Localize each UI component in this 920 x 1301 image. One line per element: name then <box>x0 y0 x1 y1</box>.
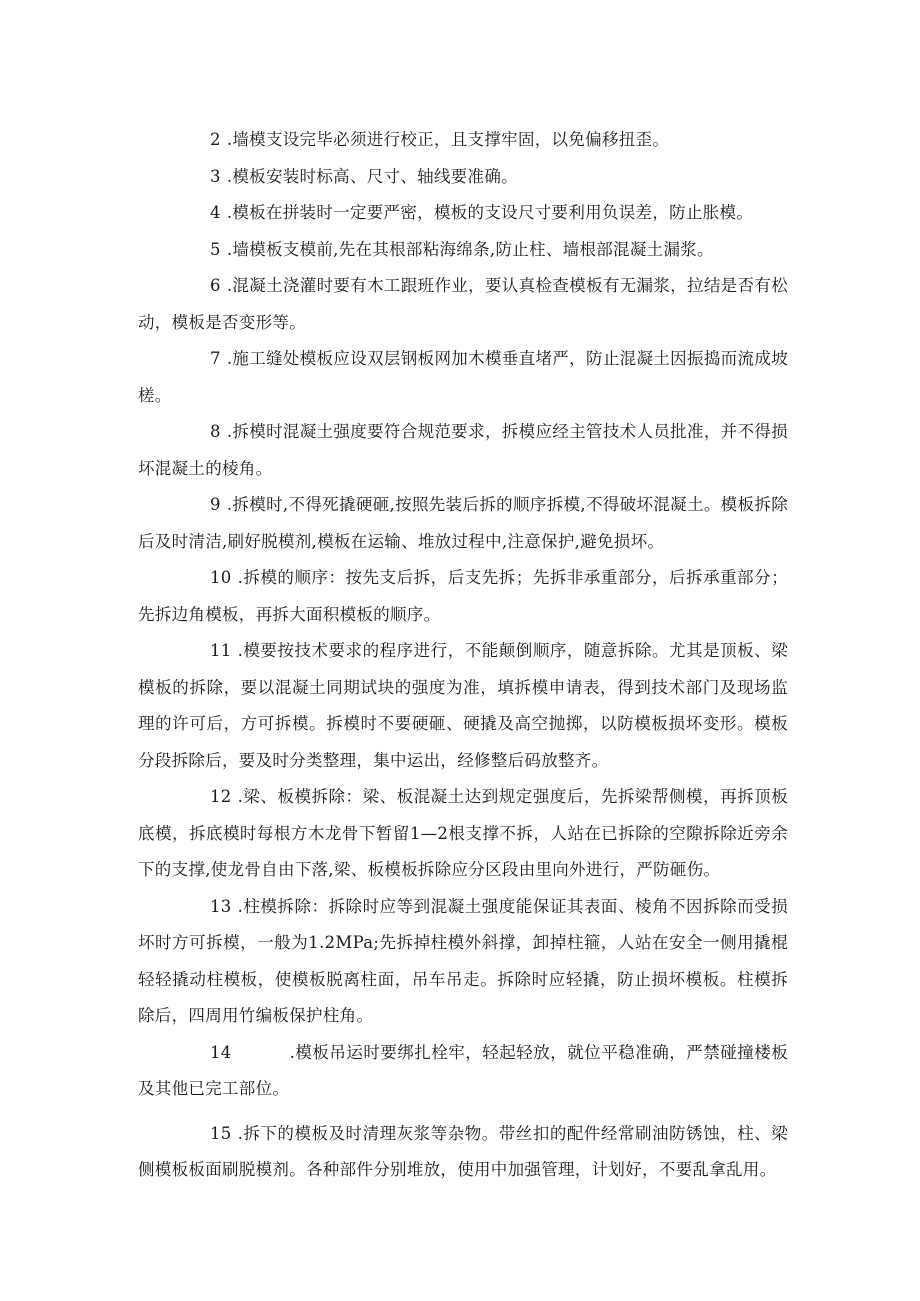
item-number: 5 <box>210 239 221 259</box>
item-number: 3 <box>210 166 221 186</box>
item-number: 4 <box>210 203 221 222</box>
item-text: .墙模支设完毕必须进行校正，且支撑牢固，以免偏移扭歪。 <box>226 130 670 149</box>
item-text: .拆下的模板及时清理灰浆等杂物。带丝扣的配件经常刷油防锈蚀，柱、梁侧模板板面刷脱模剂。各种部件分别堆放，使用中加强管理，计划好，不要乱拿乱用。 <box>138 1123 788 1179</box>
item-text: .模要按技术要求的程序进行，不能颠倒顺序，随意拆除。尤其是顶板、梁模板的拆除，要以混凝土同期试块的强度为准，填拆模申请表，得到技术部门及现场监理的许可后，方可拆模。拆模时不要硬砸、硬撬及高空抛掷，以防模板损坏变形。模板分段拆除后，要及时分类整理，集中运出，经修整后码放整齐。 <box>138 641 788 770</box>
list-item-6 <box>138 268 788 341</box>
item-text: .模板在拼装时一定要严密，模板的支设尺寸要利用负误差，防止胀模。 <box>226 203 754 222</box>
item-text: .模板安装时标高、尺寸、轴线要准确。 <box>226 166 518 186</box>
list-item-11 <box>138 633 788 779</box>
list-item-2 <box>138 122 788 159</box>
item-text: .施工缝处模板应设双层钢板网加木模垂直堵严，防止混凝土因振捣而流成坡槎。 <box>138 349 788 405</box>
list-item-8 <box>138 414 788 487</box>
item-text: .墙模板支模前,先在其根部粘海绵条,防止柱、墙根部混凝土漏浆。 <box>226 239 714 259</box>
item-number: 9 <box>210 495 221 514</box>
item-number: 8 <box>210 422 221 441</box>
list-item-12 <box>138 779 788 889</box>
item-text: .混凝土浇灌时要有木工跟班作业，要认真检查模板有无漏浆，拉结是否有松动，模板是否变形等。 <box>138 276 788 332</box>
item-number: 14 <box>210 1042 232 1062</box>
item-number: 10 <box>210 568 232 587</box>
item-text: .柱模拆除：拆除时应等到混凝土强度能保证其表面、棱角不因拆除而受损坏时方可拆模，一般为1.2MPa;先拆掉柱模外斜撑，卸掉柱箍，人站在安全一侧用撬棍轻轻撬动柱模板，使模板脱离柱面，吊车吊走。拆除时应轻撬，防止损坏模板。柱模拆除后，四周用竹编板保护柱角。 <box>138 896 788 1025</box>
list-item-13 <box>138 889 788 1035</box>
list-item-10 <box>138 560 788 633</box>
item-text: .模板吊运时要绑扎栓牢，轻起轻放，就位平稳准确，严禁碰撞楼板及其他已完工部位。 <box>138 1042 788 1098</box>
list-item-9 <box>138 487 788 560</box>
list-item-7 <box>138 341 788 414</box>
item-text: .拆模的顺序：按先支后拆，后支先拆；先拆非承重部分，后拆承重部分；先拆边角模板，再拆大面积模板的顺序。 <box>138 568 788 624</box>
item-number: 6 <box>210 276 221 295</box>
list-item-3 <box>138 159 788 196</box>
item-number: 13 <box>210 896 232 916</box>
item-number: 11 <box>210 641 232 660</box>
item-text: .拆模时,不得死撬硬砸,按照先装后拆的顺序拆模,不得破坏混凝土。模板拆除后及时清洁,刷好脱模剂,模板在运输、堆放过程中,注意保护,避免损坏。 <box>138 495 788 551</box>
item-text: .拆模时混凝土强度要符合规范要求，拆模应经主管技术人员批准，并不得损坏混凝土的棱角。 <box>138 422 788 478</box>
document-body <box>138 122 788 1189</box>
item-number: 15 <box>210 1123 232 1143</box>
item-text: .梁、板模拆除：梁、板混凝土达到规定强度后，先拆梁帮侧模，再拆顶板底模，拆底模时每根方木龙骨下暂留1—2根支撑不拆，人站在已拆除的空隙拆除近旁余下的支撑,使龙骨自由下落,梁、板模板拆除应分区段由里向外进行，严防砸伤。 <box>138 787 788 879</box>
list-item-5 <box>138 232 788 269</box>
item-number: 7 <box>210 349 221 368</box>
item-number: 12 <box>210 787 232 806</box>
list-item-4 <box>138 195 788 232</box>
list-item-15 <box>138 1116 788 1189</box>
list-item-14 <box>138 1035 788 1108</box>
item-number: 2 <box>210 130 221 149</box>
